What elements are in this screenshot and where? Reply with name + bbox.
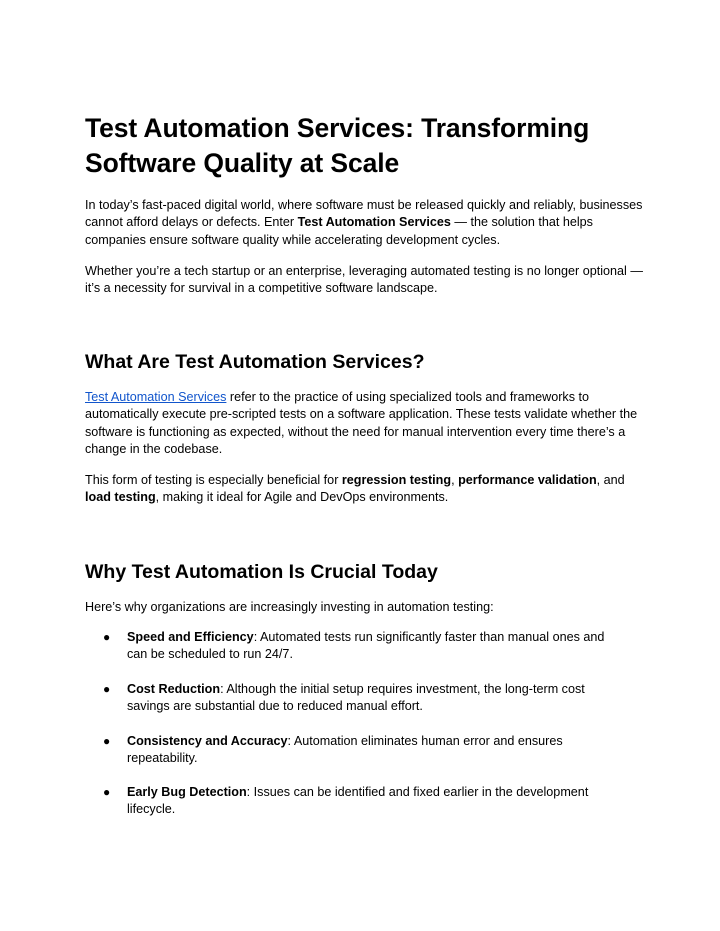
section2-intro: Here’s why organizations are increasingly investing in automation testing: bbox=[85, 600, 494, 614]
test-automation-services-link[interactable]: Test Automation Services bbox=[85, 390, 227, 404]
section-heading-what: What Are Test Automation Services? bbox=[85, 351, 425, 373]
bold-load-testing: load testing bbox=[85, 490, 156, 505]
list-item-desc: : Automated tests run significantly faster than manual ones and can be scheduled to run 24/7. bbox=[127, 630, 605, 662]
intro-paragraph-2: Whether you’re a tech startup or an enterprise, leveraging automated testing is no longer optional — it’s a necessity for survival in a competitive software landscape. bbox=[85, 264, 643, 296]
list-item-term: Speed and Efficiency bbox=[127, 630, 254, 644]
list-item-desc: : Automation eliminates human error and ensures repeatability. bbox=[127, 734, 563, 766]
section1-text: refer to the practice of using specialized tools and frameworks to automatically execute pre-scripted tests on a software application. These tests validate whether the software is functioning as expected, without the need for manual intervention every time there’s a change in the codebase. bbox=[85, 390, 638, 457]
text-run: , making it ideal for Agile and DevOps environments. bbox=[155, 490, 449, 505]
text-run: , bbox=[451, 473, 459, 487]
bold-performance-validation: performance validation bbox=[458, 473, 597, 487]
list-item-text bbox=[127, 629, 627, 664]
text-run: This form of testing is especially beneficial for bbox=[85, 473, 342, 487]
bullet-icon: ● bbox=[103, 785, 111, 799]
page-title: Test Automation Services: Transforming Software Quality at Scale bbox=[85, 113, 590, 178]
list-item-text bbox=[127, 784, 627, 819]
list-item-term: Consistency and Accuracy bbox=[127, 734, 288, 748]
section-heading-why: Why Test Automation Is Crucial Today bbox=[85, 561, 438, 583]
intro-text: In today’s fast-paced digital world, where software must be released quickly and reliably, businesses cannot afford delays or defects. Enter bbox=[85, 198, 643, 230]
bold-regression-testing: regression testing bbox=[341, 473, 452, 487]
list-item-desc: : Although the initial setup requires investment, the long-term cost savings are substantial due to reduced manual effort. bbox=[127, 682, 585, 714]
intro-paragraph-1 bbox=[85, 197, 645, 249]
bullet-icon: ● bbox=[103, 734, 111, 748]
text-run: , and bbox=[596, 473, 625, 487]
section1-paragraph-1 bbox=[85, 389, 645, 459]
list-item-text bbox=[127, 681, 627, 716]
list-item-text bbox=[127, 733, 627, 768]
bullet-icon: ● bbox=[103, 630, 111, 644]
list-item-term: Cost Reduction bbox=[127, 682, 221, 696]
list-item-desc: : Issues can be identified and fixed earlier in the development lifecycle. bbox=[127, 785, 589, 817]
intro-bold-term: Test Automation Services bbox=[297, 215, 451, 230]
section1-paragraph-2 bbox=[85, 472, 645, 507]
bullet-icon: ● bbox=[103, 682, 111, 696]
intro-text-continued: — the solution that helps companies ensure software quality while accelerating development cycles. bbox=[85, 215, 593, 247]
list-item-term: Early Bug Detection bbox=[127, 785, 247, 799]
